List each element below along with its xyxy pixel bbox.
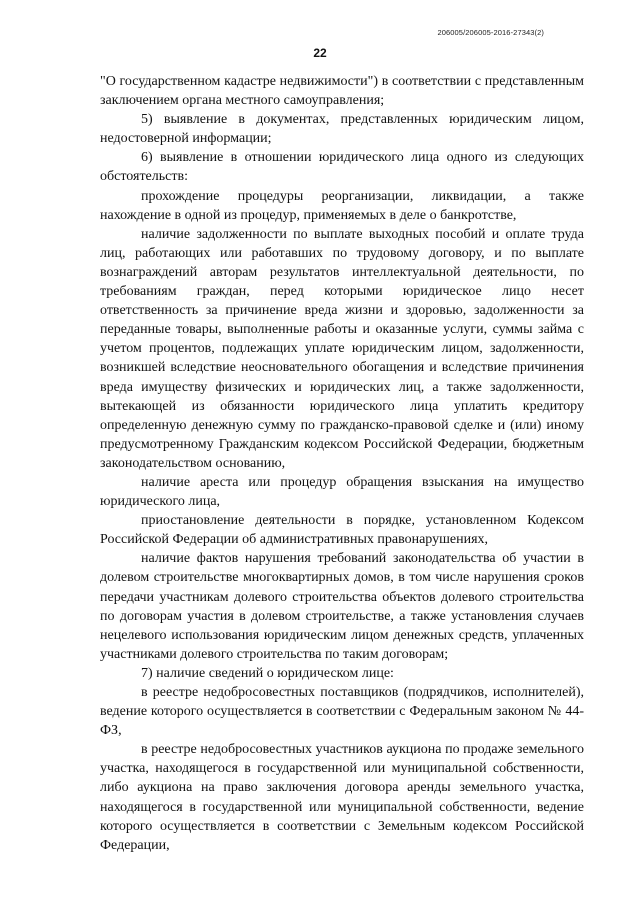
paragraph-suspension: приостановление деятельности в порядке, установленном Кодексом Российской Федерации об административных правонарушениях,: [100, 513, 584, 548]
document-body: [100, 72, 584, 855]
paragraph-reorganization: прохождение процедуры реорганизации, ликвидации, а также нахождение в одной из процедур, применяемых в деле о банкротстве,: [100, 188, 584, 223]
paragraph-debts: наличие задолженности по выплате выходных пособий и оплате труда лиц, работающих или работавших по трудовому договору, и по выплате вознаграждений авторам результатов интеллектуальной деятельности, по требованиям граждан, перед которыми юридическое лицо несет ответственность за причинение вреда жизни и здоровью, задолженности за переданные товары, выполненные работы и оказанные услуги, суммы займа с учетом процентов, подлежащих уплате юридическим лицом, задолженности, возникшей вследствие неосновательного обогащения и вследствие причинения вреда имуществу физических и юридических лиц, а также задолженности, вытекающей из обязанности юридического лица уплатить кредитору определенную денежную сумму по гражданско-правовой сделке и (или) иному предусмотренному Гражданским кодексом Российской Федерации, бюджетным законодательством основанию,: [100, 226, 584, 471]
paragraph-auction-registry: в реестре недобросовестных участников аукциона по продаже земельного участка, находящегося в государственной или муниципальной собственности, либо аукциона на право заключения договора аренды земельного участка, находящегося в государственной или муниципальной собственности, ведение которого осуществляется в соответствии с Земельным кодексом Российской Федерации,: [100, 742, 584, 853]
document-id: 206005/206005-2016-27343(2): [437, 28, 544, 37]
paragraph-construction-violations: наличие фактов нарушения требований законодательства об участии в долевом строительстве многоквартирных домов, в том числе нарушения сроков передачи участникам долевого строительства объектов долевого строительства по договорам участия в долевом строительстве, а также установления случаев нецелевого использования юридическим лицом денежных средств, уплаченных участниками долевого строительства по таким договорам;: [100, 551, 584, 662]
paragraph-item-5: 5) выявление в документах, представленных юридическим лицом, недостоверной информации;: [100, 112, 584, 147]
paragraph-suppliers-registry: в реестре недобросовестных поставщиков (подрядчиков, исполнителей), ведение которого осуществляется в соответствии с Федеральным законом № 44-ФЗ,: [100, 685, 584, 739]
page-number: 22: [313, 46, 327, 60]
paragraph-item-6: 6) выявление в отношении юридического лица одного из следующих обстоятельств:: [100, 150, 584, 185]
paragraph-arrest: наличие ареста или процедур обращения взыскания на имущество юридического лица,: [100, 474, 584, 510]
paragraph-item-7: 7) наличие сведений о юридическом лице:: [141, 665, 394, 681]
paragraph-continuation: "О государственном кадастре недвижимости") в соответствии с представленным заключением органа местного самоуправления;: [100, 74, 584, 109]
